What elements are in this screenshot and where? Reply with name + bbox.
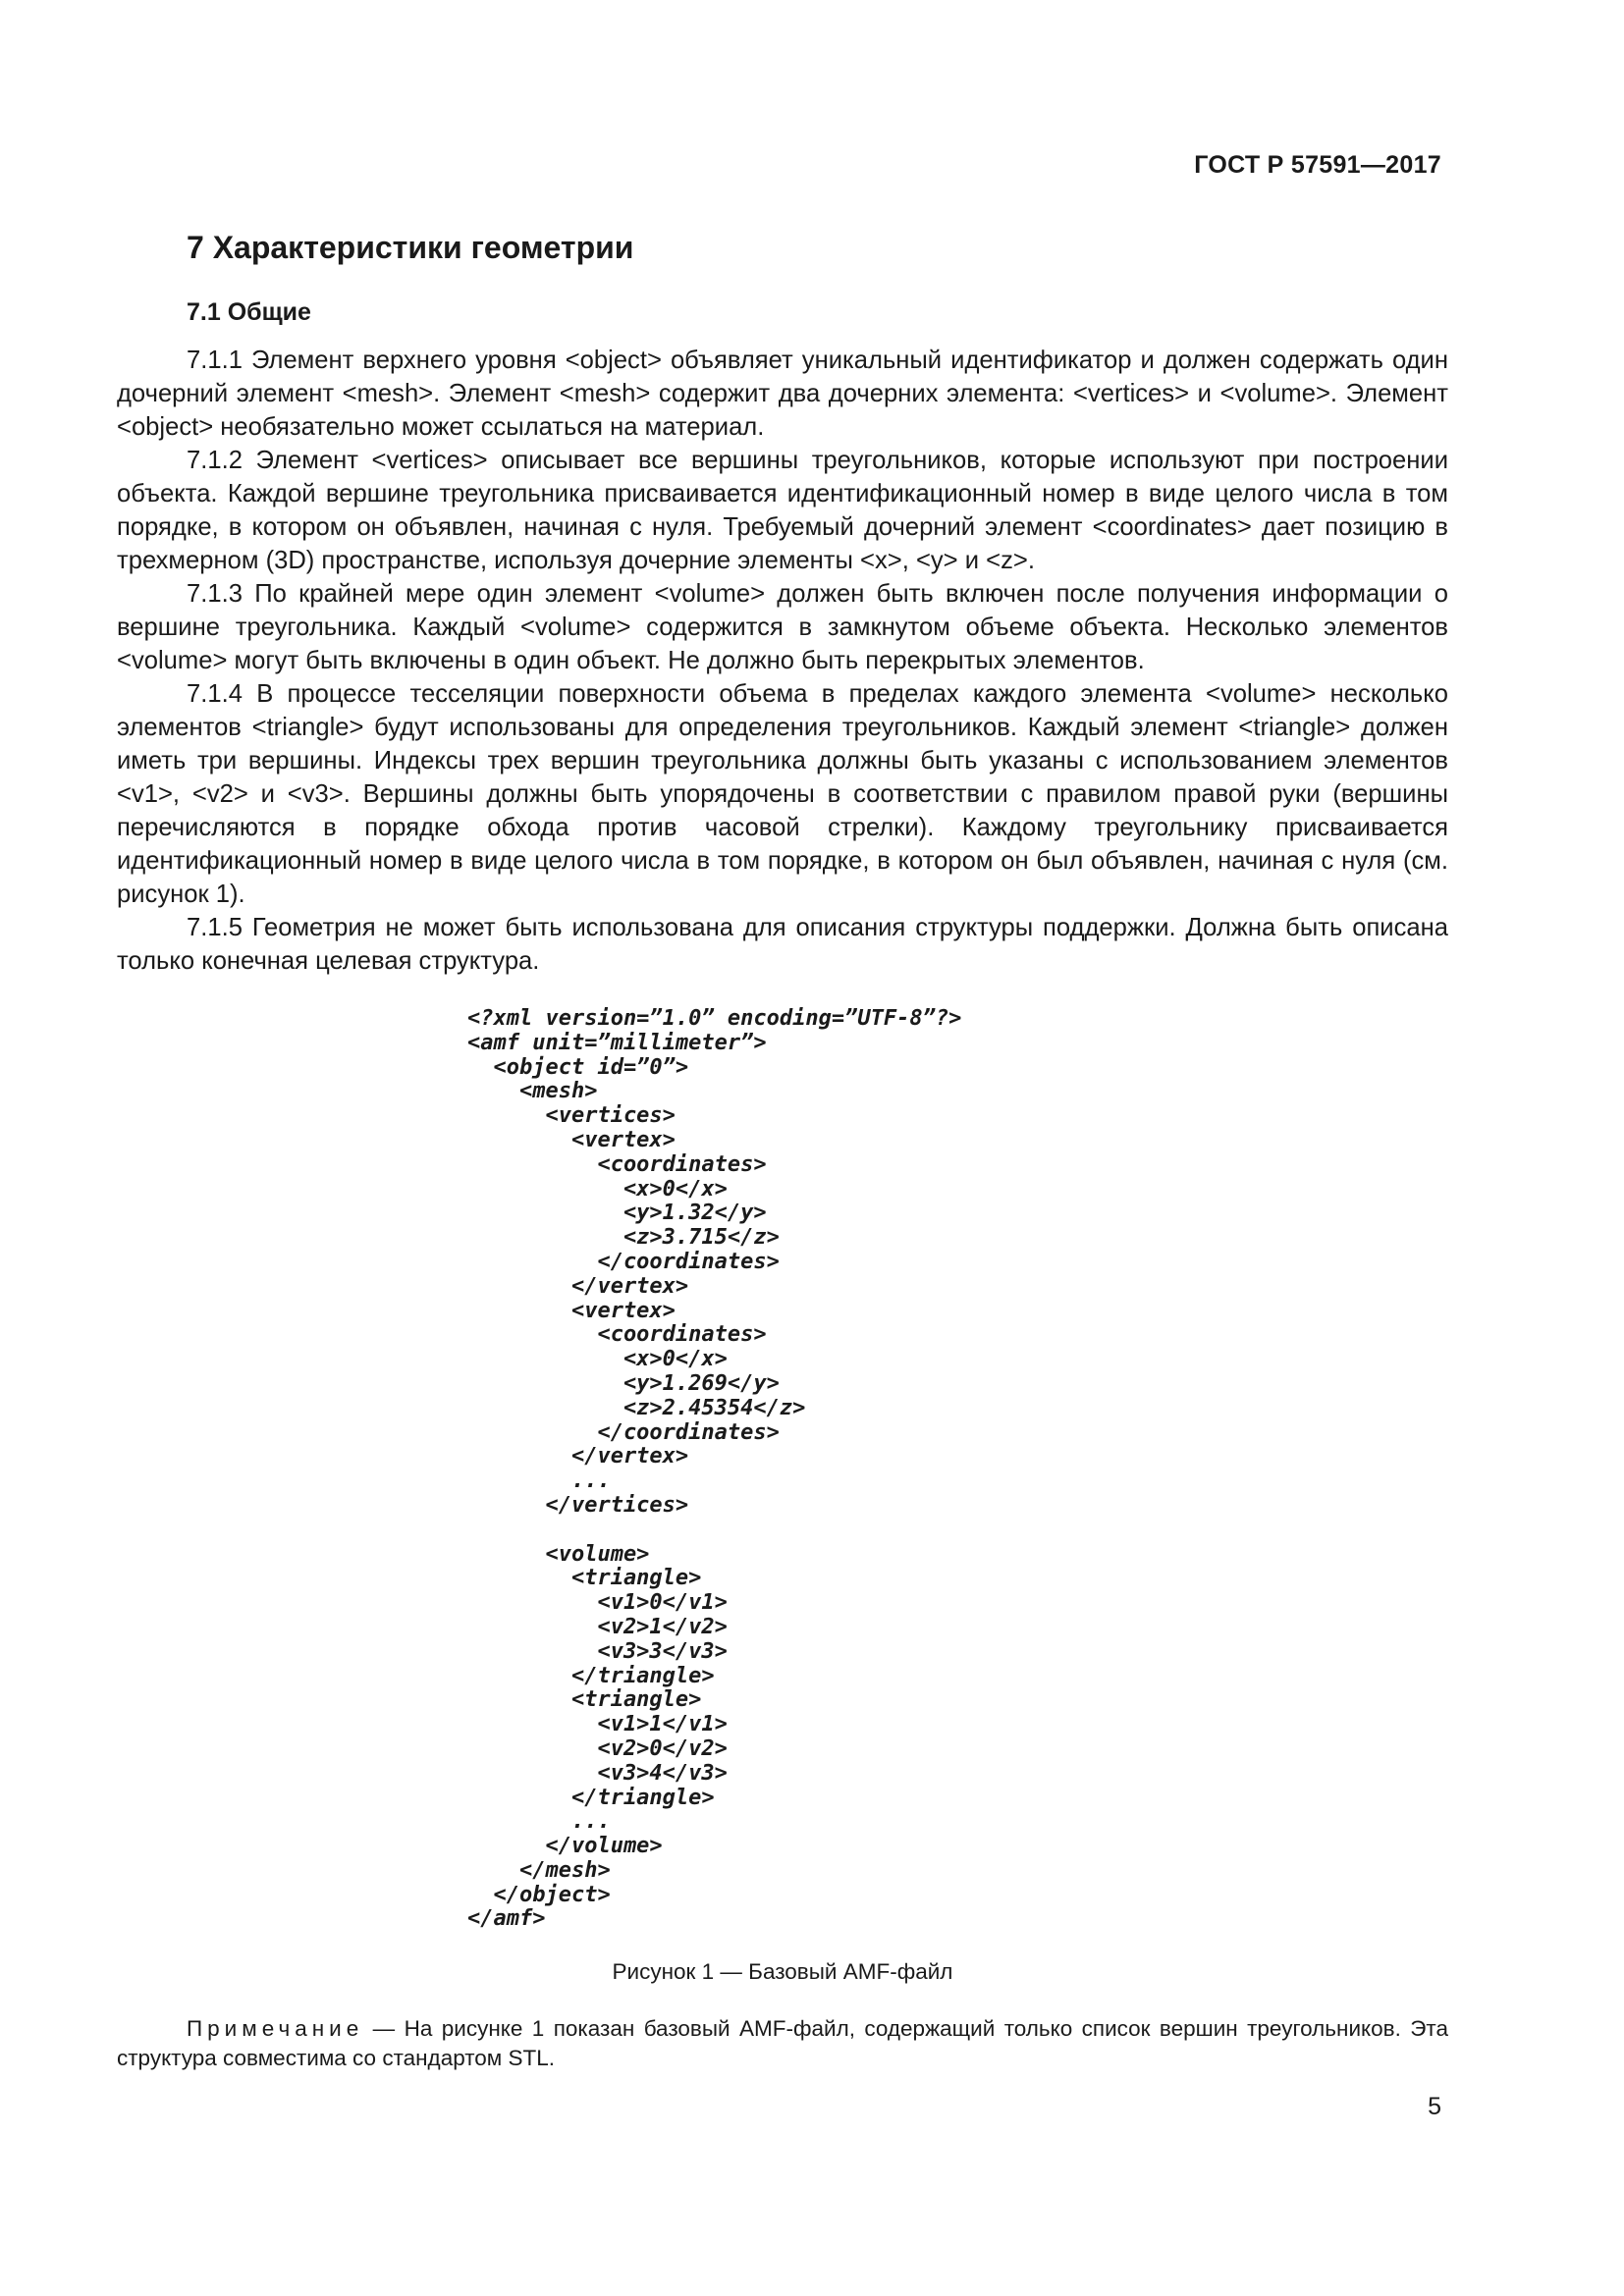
- page-header-standard-id: ГОСТ Р 57591—2017: [1194, 151, 1441, 179]
- paragraph-7-1-4: 7.1.4 В процессе тесселяции поверхности объема в пределах каждого элемента <volume> несколько элементов <triangle> будут использованы для определения треугольников. Каждый элемент <triangle> должен иметь три вершины. Индексы трех вершин треугольника должны быть указаны с использованием элементов <v1>, <v2> и <v3>. Вершины должны быть упорядочены в соответствии с правилом правой руки (вершины перечисляются в порядке обхода против часовой стрелки). Каждому треугольнику присваивается идентификационный номер в виде целого числа в том порядке, в котором он был объявлен, начиная с нуля (см. рисунок 1).: [117, 680, 1448, 908]
- paragraph-7-1-1: 7.1.1 Элемент верхнего уровня <object> объявляет уникальный идентификатор и должен содержать один дочерний элемент <mesh>. Элемент <mesh> содержит два дочерних элемента: <vertices> и <volume>. Элемент <object> необязательно может ссылаться на материал.: [117, 347, 1448, 441]
- note: [117, 2014, 1448, 2073]
- section-title: 7 Характеристики геометрии: [187, 230, 634, 265]
- paragraph-7-1-3: 7.1.3 По крайней мере один элемент <volume> должен быть включен после получения информации о вершине треугольника. Каждый <volume> содержится в замкнутом объеме объекта. Несколько элементов <volume> могут быть включены в один объект. Не должно быть перекрытых элементов.: [117, 580, 1448, 674]
- body-text: [117, 344, 1448, 978]
- note-body: — На рисунке 1 показан базовый AMF-файл, содержащий только список вершин треугольников. Эта структура совместима со стандартом STL.: [117, 2016, 1448, 2070]
- figure-caption: Рисунок 1 — Базовый AMF-файл: [612, 1959, 953, 1984]
- page-number: 5: [1428, 2093, 1441, 2120]
- subsection-title: 7.1 Общие: [187, 298, 311, 326]
- paragraph-7-1-2: 7.1.2 Элемент <vertices> описывает все вершины треугольников, которые используют при построении объекта. Каждой вершине треугольника присваивается идентификационный номер в виде целого числа в том порядке, в котором он объявлен, начиная с нуля. Требуемый дочерний элемент <coordinates> дает позицию в трехмерном (3D) пространстве, используя дочерние элементы <x>, <y> и <z>.: [117, 447, 1448, 574]
- paragraph-7-1-5: 7.1.5 Геометрия не может быть использована для описания структуры поддержки. Должна быть описана только конечная целевая структура.: [117, 914, 1448, 975]
- note-label: Примечание: [187, 2016, 364, 2041]
- amf-code-listing: <?xml version=”1.0” encoding=”UTF-8”?> <amf unit=”millimeter”> <object id=”0”> <mesh> <vertices> <vertex> <coordinates> <x>0</x> <y>1.32</y> <z>3.715</z> </coordinates> </vertex> <vertex> <coordinates> <x>0</x> <y>1.269</y> <z>2.45354</z> </coordinates> </vertex> ... </vertices> <volume> <triangle> <v1>0</v1> <v2>1</v2> <v3>3</v3> </triangle> <triangle> <v1>1</v1> <v2>0</v2> <v3>4</v3> </triangle> ... </volume> </mesh> </object> </amf>: [467, 1006, 962, 1932]
